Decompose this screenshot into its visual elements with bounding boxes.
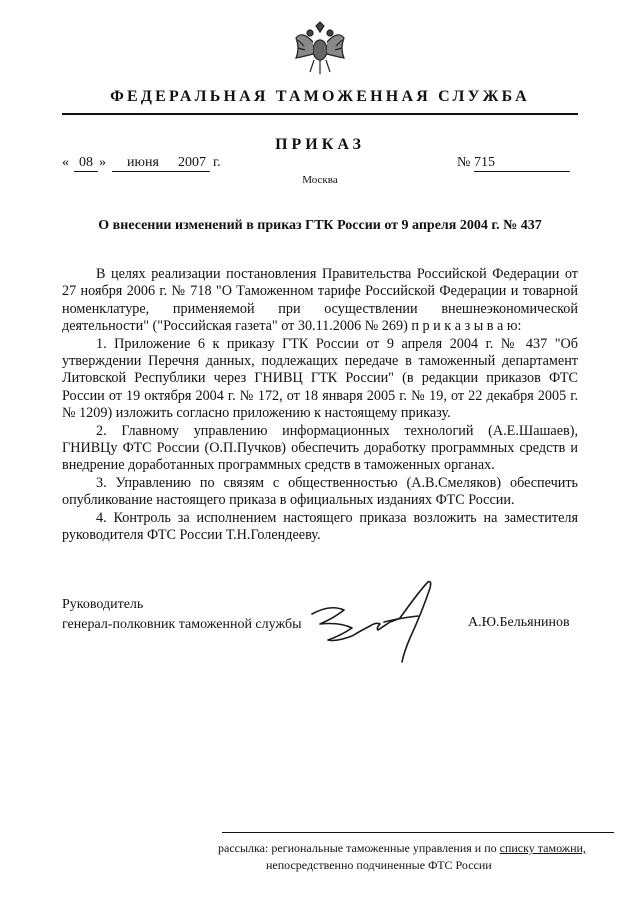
order-year-suffix: г.	[213, 155, 221, 170]
order-number-label: №	[457, 155, 471, 170]
order-day: 08	[74, 155, 98, 172]
order-body	[62, 266, 578, 545]
signatory-name: А.Ю.Бельянинов	[468, 615, 570, 630]
order-item-4: 4. Контроль за исполнением настоящего приказа возложить на заместителя руководителя ФТС России Т.Н.Голендееву.	[62, 509, 578, 544]
date-open-quote: «	[62, 155, 69, 170]
order-month: июня	[112, 155, 174, 172]
signatory-title-line-1: Руководитель	[62, 597, 144, 612]
distribution-divider	[222, 832, 614, 833]
order-title: ПРИКАЗ	[275, 136, 365, 153]
handwritten-signature	[300, 578, 470, 668]
double-headed-eagle-emblem-icon	[292, 20, 348, 78]
distribution-customs-list: списку таможни,	[499, 841, 586, 855]
order-item-2: 2. Главному управлению информационных технологий (А.Е.Шашаев), ГНИВЦу ФТС России (О.П.Пучков) обеспечить доработку программных средств и внедрение доработанных программных средств в таможенных органах.	[62, 422, 578, 474]
date-close-quote: »	[99, 155, 106, 170]
distribution-line-1	[218, 840, 618, 857]
order-subject: О внесении изменений в приказ ГТК России от 9 апреля 2004 г. № 437	[98, 218, 542, 233]
distribution-line-2: непосредственно подчиненные ФТС России	[266, 858, 492, 872]
order-item-3: 3. Управлению по связям с общественностью (А.В.Смеляков) обеспечить опубликование настоящего приказа в официальных изданиях ФТС России.	[62, 474, 578, 509]
order-year: 2007	[174, 155, 210, 172]
order-city: Москва	[302, 174, 338, 186]
signatory-title	[62, 595, 301, 635]
signatory-title-line-2: генерал-полковник таможенной службы	[62, 617, 302, 632]
order-item-1: 1. Приложение 6 к приказу ГТК России от 9 апреля 2004 г. № 437 "Об утверждении Перечня данных, подлежащих передаче в таможенный департамент Литовской Республики через ГНИВЦ ГТК России" (в редакции приказов ФТС России от 19 октября 2004 г. № 172, от 18 января 2005 г. № 19, от 22 декабря 2005 г. № 1209) изложить согласно приложению к настоящему приказу.	[62, 335, 578, 422]
distribution-list	[218, 840, 618, 874]
order-intro-paragraph: В целях реализации постановления Правительства Российской Федерации от 27 ноября 2006 г. № 718 "О Таможенном тарифе Российской Федерации и товарной номенклатуре, применяемой при осуществлении внешнеэкономической деятельности" ("Российская газета" от 30.11.2006 № 269) п р и к а з ы в а ю:	[62, 266, 578, 335]
order-number: 715	[474, 155, 570, 172]
distribution-prefix: рассылка: региональные таможенные управления и по	[218, 841, 500, 855]
header-divider	[62, 113, 578, 115]
agency-name: ФЕДЕРАЛЬНАЯ ТАМОЖЕННАЯ СЛУЖБА	[110, 88, 530, 105]
